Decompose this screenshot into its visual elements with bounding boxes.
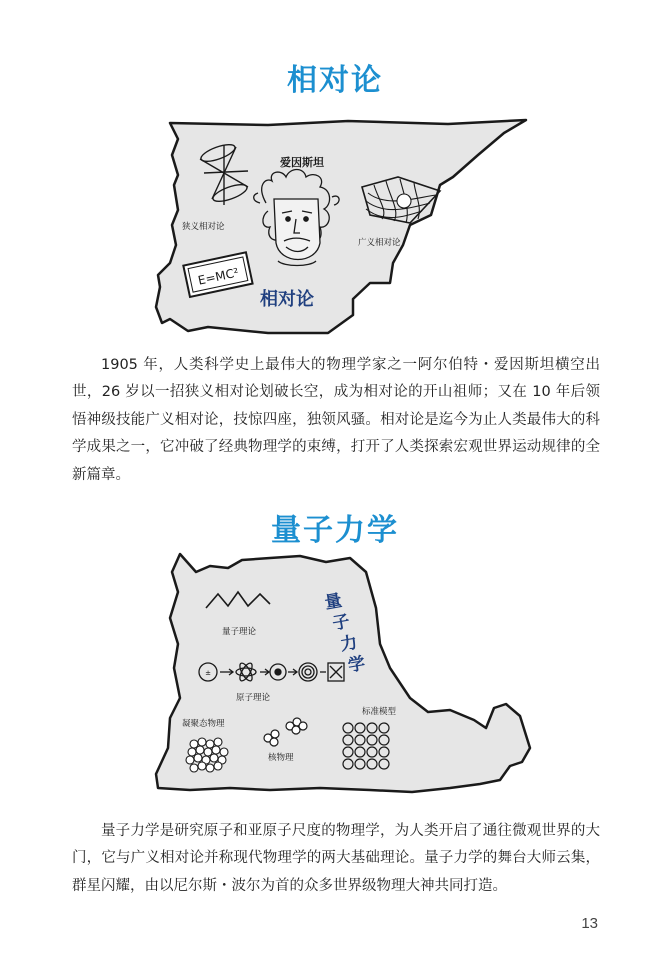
svg-text:量: 量 [323,590,344,614]
nuclear-physics-label: 核物理 [268,753,294,763]
svg-text:子: 子 [331,611,352,635]
special-relativity-label: 狭义相对论 [182,222,225,232]
einstein-label: 爱因斯坦 [280,156,324,169]
svg-text:±: ± [205,669,211,677]
page-number: 13 [581,915,598,932]
formula-text: E=MC² [196,265,240,288]
relativity-paragraph: 1905 年，人类科学史上最伟大的物理学家之一阿尔伯特・爱因斯坦横空出世，26 岁以一招狭义相对论划破长空，成为相对论的开山祖师；又在 10 年后领悟神级技能广义相对论，技惊四座，独领风骚。相对论是迄今为止人类最伟大的科学成果之一，它冲破了经典物理学的束缚，打开了人类探索宏观世界运动规律的全新篇章。 [72,357,600,483]
svg-text:学: 学 [346,653,367,677]
quantum-theory-label: 量子理论 [222,627,257,637]
standard-model-label: 标准模型 [362,707,397,717]
general-relativity-label: 广义相对论 [358,238,401,248]
svg-text:力: 力 [338,632,359,656]
condensed-matter-label: 凝聚态物理 [182,719,225,729]
quantum-paragraph: 量子力学是研究原子和亚原子尺度的物理学，为人类开启了通往微观世界的大门，它与广义相对论并称现代物理学的两大基础理论。量子力学的舞台大师云集，群星闪耀，由以尼尔斯・波尔为首的众多世界级物理大神共同打造。 [72,823,600,894]
relativity-illustration [148,115,528,345]
atomic-theory-label: 原子理论 [236,693,271,703]
lattice-icon [186,738,228,772]
section-title-relativity: 相对论 [287,63,383,98]
quantum-illustration [150,548,550,800]
section-title-quantum: 量子力学 [271,513,399,548]
relativity-stamp: 相对论 [260,289,314,310]
